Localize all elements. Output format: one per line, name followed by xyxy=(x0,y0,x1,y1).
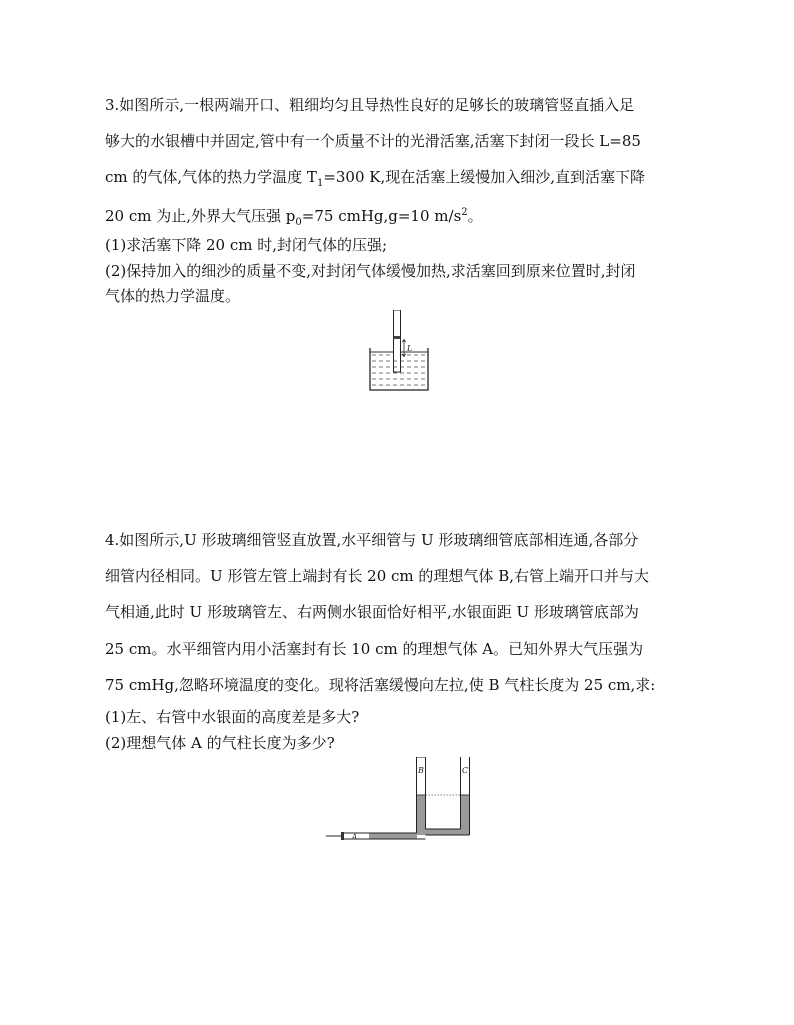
p4-label-c: C xyxy=(462,766,469,775)
p3-figure xyxy=(365,310,435,394)
p3-question-1: (1)求活塞下降 20 cm 时,封闭气体的压强; xyxy=(105,236,388,254)
p3-line-4-a: 20 cm 为止,外界大气压强 p xyxy=(105,207,296,225)
p4-label-b: B xyxy=(418,766,424,775)
p3-label-l: L xyxy=(407,344,413,353)
p3-t1-sub: 1 xyxy=(316,178,324,189)
p3-line-4 xyxy=(105,203,483,233)
p3-question-2: (2)保持加入的细沙的质量不变,对封闭气体缓慢加热,求活塞回到原来位置时,封闭 xyxy=(105,262,636,280)
p4-line-3: 气相通,此时 U 形玻璃管左、右两侧水银面恰好相平,水银面距 U 形玻璃管底部为 xyxy=(105,603,639,621)
p4-line-4: 25 cm。水平细管内用小活塞封有长 10 cm 的理想气体 A。已知外界大气压强为 xyxy=(105,640,644,658)
p3-sup: 2 xyxy=(461,207,468,218)
p3-question-2-cont: 气体的热力学温度。 xyxy=(105,287,241,305)
p3-line-4-c: 。 xyxy=(467,207,483,225)
p3-line-4-b: =75 cmHg,g=10 m/s xyxy=(301,207,462,225)
p4-figure xyxy=(322,757,478,845)
p4-question-1: (1)左、右管中水银面的高度差是多大? xyxy=(105,708,360,726)
p3-line-3-a: cm 的气体,气体的热力学温度 T xyxy=(105,168,317,186)
p3-line-3 xyxy=(105,167,645,194)
p3-line-1: 3.如图所示,一根两端开口、粗细均匀且导热性良好的足够长的玻璃管竖直插入足 xyxy=(105,96,635,114)
p4-label-a: A xyxy=(352,833,358,841)
p4-line-2: 细管内径相同。U 形管左管上端封有长 20 cm 的理想气体 B,右管上端开口并与大 xyxy=(105,567,649,585)
p4-line-1: 4.如图所示,U 形玻璃细管竖直放置,水平细管与 U 形玻璃细管底部相连通,各部分 xyxy=(105,531,639,549)
p3-line-3-b: =300 K,现在活塞上缓慢加入细沙,直到活塞下降 xyxy=(323,168,646,186)
p3-line-2: 够大的水银槽中并固定,管中有一个质量不计的光滑活塞,活塞下封闭一段长 L=85 xyxy=(105,132,641,150)
p4-question-2: (2)理想气体 A 的气柱长度为多少? xyxy=(105,734,335,752)
p4-line-5: 75 cmHg,忽略环境温度的变化。现将活塞缓慢向左拉,使 B 气柱长度为 25 cm,求: xyxy=(105,676,656,694)
p3-p0-sub: 0 xyxy=(295,217,302,228)
